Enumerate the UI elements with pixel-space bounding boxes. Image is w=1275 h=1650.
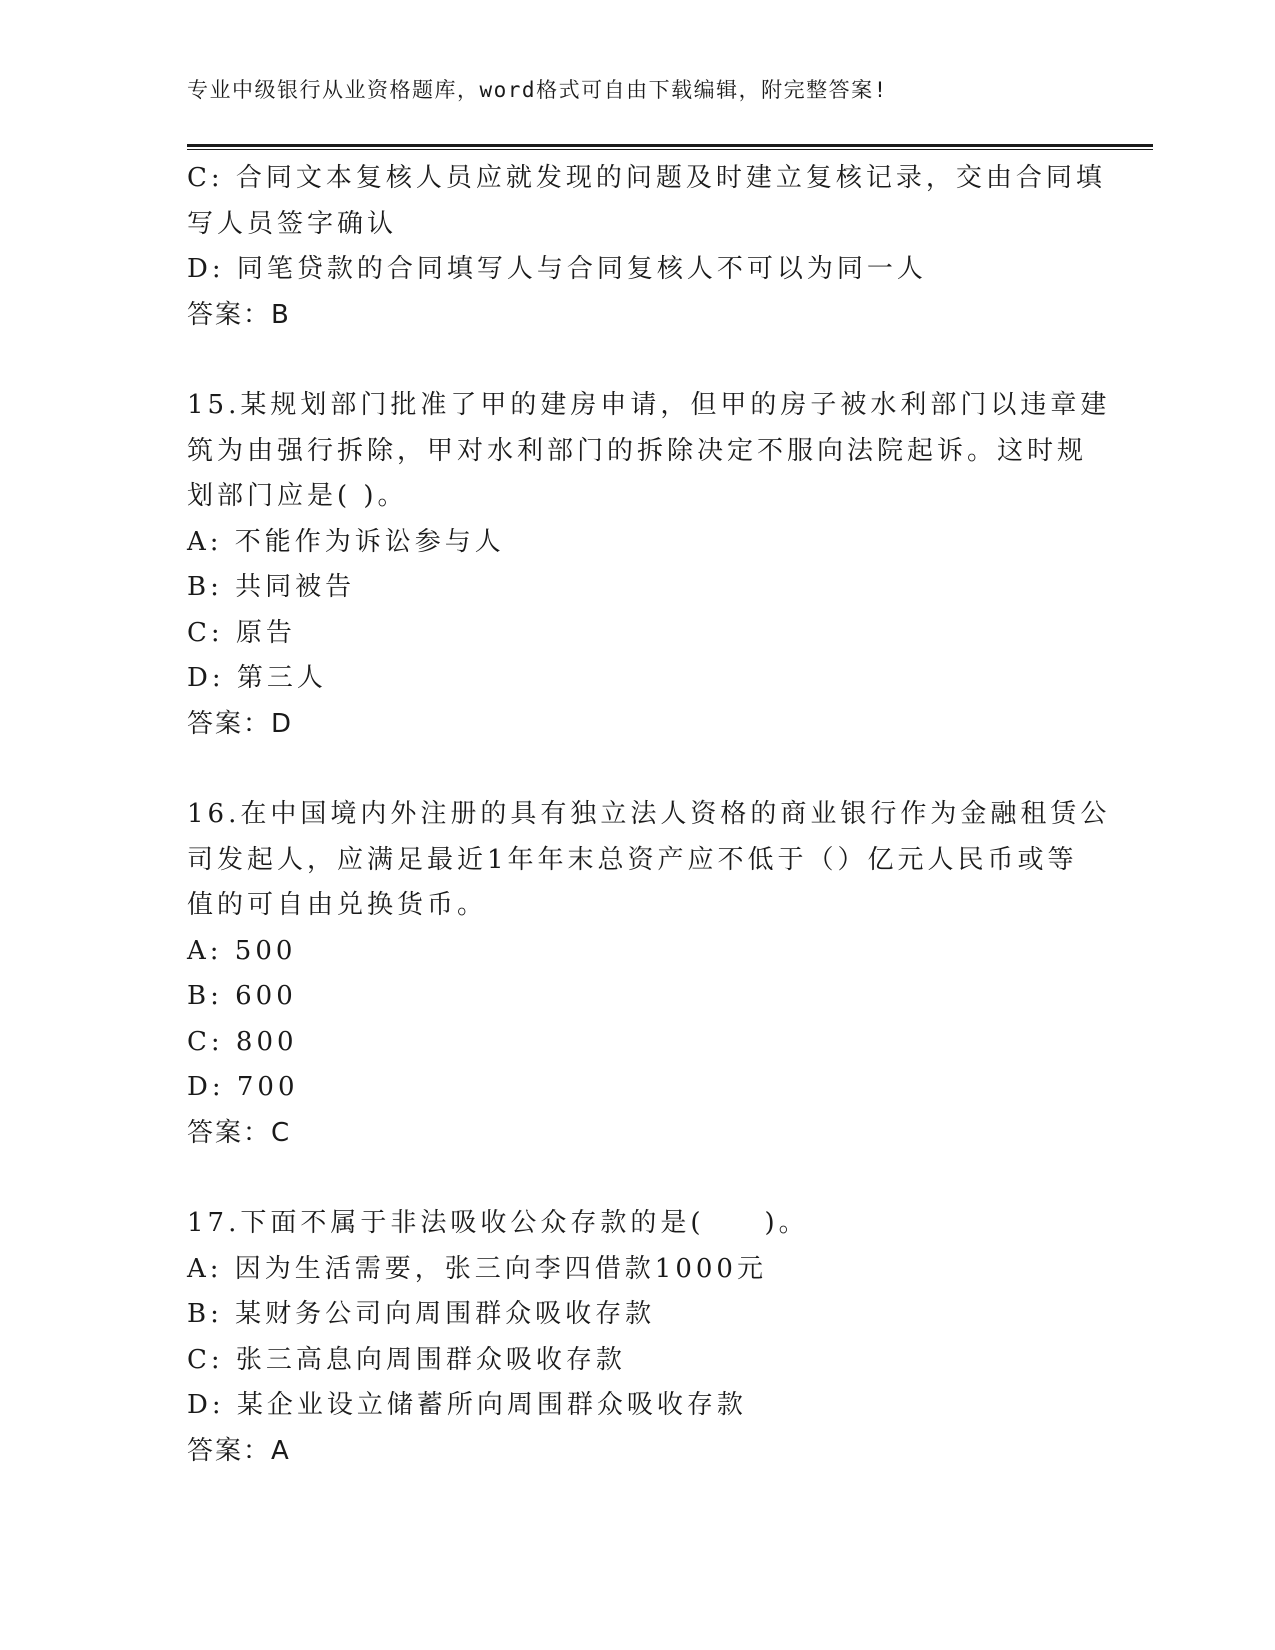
- question-15: [187, 383, 1111, 747]
- question-text: 司发起人，应满足最近1年年末总资产应不低于（）亿元人民币或等: [187, 844, 1078, 875]
- option-b: B: 某财务公司向周围群众吸收存款: [187, 1299, 656, 1329]
- option-b: B: 共同被告: [187, 572, 356, 602]
- option-c: C: 张三高息向周围群众吸收存款: [187, 1344, 626, 1375]
- option-c-cont: 写人员签字确认: [187, 208, 398, 239]
- option-c: C: 合同文本复核人员应就发现的问题及时建立复核记录，交由合同填: [187, 163, 1106, 193]
- header-rule-thick: [187, 144, 1153, 147]
- question-text: 16.在中国境内外注册的具有独立法人资格的商业银行作为金融租赁公: [187, 799, 1111, 829]
- question-text: 值的可自由兑换货币。: [187, 890, 488, 920]
- document-body: [187, 156, 1111, 1474]
- question-text: 筑为由强行拆除，甲对水利部门的拆除决定不服向法院起诉。这时规: [187, 435, 1088, 466]
- question-text: 15.某规划部门批准了甲的建房申请，但甲的房子被水利部门以违章建: [187, 390, 1111, 420]
- question-17: [187, 1201, 1087, 1474]
- answer: 答案：B: [187, 299, 291, 330]
- option-b: B: 600: [187, 981, 297, 1011]
- answer: 答案：D: [187, 708, 294, 739]
- option-c: C: 800: [187, 1026, 298, 1057]
- option-d: D: 700: [187, 1072, 299, 1102]
- question-text: 划部门应是( )。: [187, 481, 408, 511]
- option-d: D: 某企业设立储蓄所向周围群众吸收存款: [187, 1390, 747, 1420]
- question-text: 17.下面不属于非法吸收公众存款的是( )。: [187, 1208, 809, 1238]
- answer: 答案：C: [187, 1117, 292, 1148]
- option-a: A: 因为生活需要，张三向李四借款1000元: [187, 1253, 767, 1284]
- answer: 答案：A: [187, 1435, 291, 1466]
- option-a: A: 500: [187, 935, 297, 966]
- page-header: 专业中级银行从业资格题库，word格式可自由下载编辑，附完整答案!: [187, 78, 888, 102]
- header-rule-thin: [187, 149, 1153, 150]
- prev-question-block: [187, 156, 1106, 338]
- option-a: A: 不能作为诉讼参与人: [187, 526, 505, 557]
- question-16: [187, 792, 1111, 1156]
- option-d: D: 第三人: [187, 663, 327, 693]
- option-d: D: 同笔贷款的合同填写人与合同复核人不可以为同一人: [187, 254, 927, 284]
- option-c: C: 原告: [187, 617, 296, 648]
